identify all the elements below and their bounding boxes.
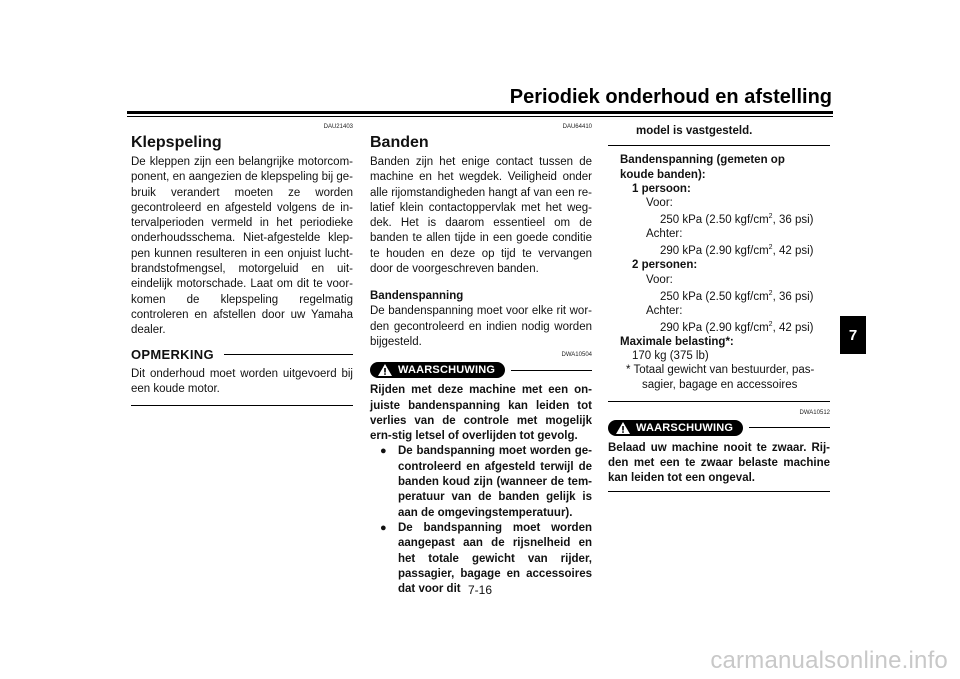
column-banden-continued [608,124,830,492]
note-end-rule [131,405,353,406]
section-code: DAU64410 [562,124,592,130]
warning-bullet-1 [370,444,592,520]
section-title: Klepspeling [131,134,222,151]
warning-code: DWA10512 [799,409,830,416]
continuation-text: model is vastgesteld. [636,125,753,137]
bullet-icon: ● [380,445,387,458]
note-label: OPMERKING [131,346,214,362]
spec-rear-label: Achter: [646,228,683,241]
warning-text: Belaad uw machine nooit te zwaar. Rij-den met een te zwaar belaste machine kan leiden tot een ongeval. [608,441,830,485]
warning-end-rule [608,491,830,492]
header-rule-thin [127,116,833,117]
column-banden [370,124,592,597]
spec-load-value: 170 kg (375 lb) [632,350,709,363]
warning-label: WAARSCHUWING [636,421,734,434]
warning-rule [749,427,830,428]
warning-header [608,420,830,436]
spec-front-label: Voor: [646,196,673,209]
warning-code: DWA10504 [561,352,592,359]
spec-p1-front-value: 250 kPa (2.50 kgf/$cm^2$, 36 psi) [660,213,814,226]
subsection-title: Bandenspanning [370,290,464,303]
bullet-text: De bandspanning moet worden aangepast aan de rijsnelheid en het totale gewicht van rijder, passagier, bagage en accessoires dat voor dit [398,521,592,596]
section-intro: Banden zijn het enige contact tussen de machine en het wegdek. Veiligheid onder alle rijomstandigheden hangt af van een re-latief klein contactoppervlak met het weg-dek. Het is daarom essentieel om de banden te allen tijde in een goede conditie te houden en deze op tijd te vervangen door de voorgeschreven banden. [370,156,592,276]
spec-person1: 1 persoon: [632,182,691,195]
spec-footnote-1: * Totaal gewicht van bestuurder, pas- [626,364,815,377]
section-title: Banden [370,134,429,151]
spec-p1-rear-value: 290 kPa (2.90 kgf/$cm^2$, 42 psi) [660,244,814,258]
note-header [131,347,353,362]
bullet-text: De bandspanning moet worden ge-controleerd en afgesteld terwijl de banden koud zijn (wanneer de tem-peratuur van de banden gelijk is aan de omgevingstemperatuur). [398,445,592,519]
page-number: 7-16 [467,583,493,597]
subsection-text: De bandenspanning moet voor elke rit wor-den gecontroleerd en indien nodig worden bijgesteld. [370,305,592,348]
warning-label: WAARSCHUWING [398,364,496,377]
warning-text: Rijden met deze machine met een on-juiste bandenspanning kan leiden tot verlies van de controle met mogelijk ern-stig letsel of overlijden tot gevolg. [370,384,592,443]
spec-p2-rear-value: 290 kPa (2.90 kgf/$cm^2$, 42 psi) [660,321,814,334]
note-rule [224,354,353,355]
spec-front-label: Voor: [646,273,673,286]
section-code: DAU21403 [323,124,353,130]
page-title: Periodiek onderhoud en afstelling [509,86,832,108]
spec-title: Bandenspanning (gemeten op koude banden): [620,154,785,181]
warning-triangle-icon [378,364,392,376]
note-text: Dit onderhoud moet worden uitgevoerd bij een koude motor. [131,367,353,395]
section-text: De kleppen zijn een belangrijke motorcom-ponent, en aangezien de klepspeling bij ge-bruik verandert moeten ze worden gecontroleerd en afgesteld volgens de in-tervalperioden vermeld in het periodieke onderhoudsschema. Niet-afgestelde klep-pen kunnen resulteren in een onjuist lucht-brandstofmengsel, motorgeluid en uit-eindelijk motorschade. Laat om dit te voor-komen de klepspeling regelmatig controleren en afstellen door uw Yamaha dealer. [131,156,353,337]
header-rule [127,111,833,114]
spec-p2-front-value: 250 kPa (2.50 kgf/$cm^2$, 36 psi) [660,289,814,303]
spec-footnote-2: sagier, bagage en accessoires [642,378,798,391]
bullet-icon: ● [380,521,387,534]
warning-badge [608,420,743,436]
spec-load-title: Maximale belasting*: [620,336,734,349]
watermark: carmanualsonline.info [710,647,948,674]
spec-person2: 2 personen: [632,259,698,272]
chapter-tab: 7 [840,316,866,354]
warning-header [370,362,592,378]
warning-rule [511,370,592,371]
warning-triangle-icon [616,422,630,434]
warning-badge [370,362,505,378]
spec-rear-label: Achter: [646,304,683,317]
column-klepspeling [131,124,353,406]
spec-box [608,145,830,402]
